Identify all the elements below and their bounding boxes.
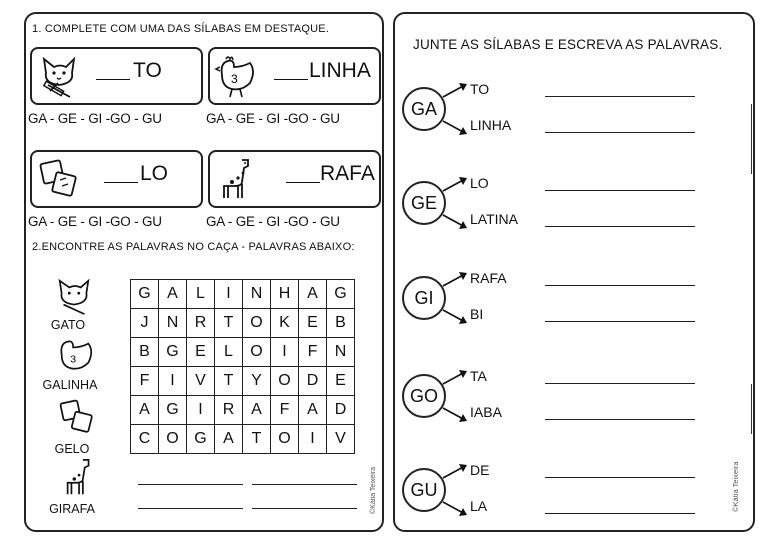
grid-cell[interactable]: I <box>187 396 215 425</box>
grid-cell[interactable]: L <box>187 280 215 309</box>
word-ending: DE <box>470 462 490 478</box>
grid-cell[interactable]: B <box>327 309 355 338</box>
grid-cell[interactable]: C <box>131 425 159 454</box>
word-ending: LINHA <box>470 117 512 133</box>
word-label: GELO <box>54 442 90 456</box>
ice-cubes-icon <box>56 398 100 438</box>
hen-icon <box>214 53 260 99</box>
grid-row <box>131 367 355 396</box>
grid-cell[interactable]: A <box>131 396 159 425</box>
syllable-group <box>395 266 755 346</box>
syllable-circle: GI <box>402 276 446 320</box>
ice-cubes-icon <box>36 156 82 202</box>
syllable-circle: GU <box>402 468 446 512</box>
answer-line[interactable] <box>252 484 357 485</box>
grid-cell[interactable]: V <box>187 367 215 396</box>
answer-line[interactable] <box>545 477 695 478</box>
answer-line[interactable] <box>545 419 695 420</box>
syllable-group <box>395 171 755 251</box>
grid-cell[interactable]: D <box>327 396 355 425</box>
right-worksheet-page <box>393 12 755 532</box>
grid-cell[interactable]: E <box>299 309 327 338</box>
grid-cell[interactable]: N <box>159 309 187 338</box>
word-ending: TA <box>470 368 487 384</box>
answer-line[interactable] <box>138 508 243 509</box>
grid-cell[interactable]: F <box>299 338 327 367</box>
word-suffix: RAFA <box>320 162 375 185</box>
word-label: GALINHA <box>42 378 98 392</box>
cat-icon <box>52 276 96 316</box>
grid-row <box>131 425 355 454</box>
grid-cell[interactable]: D <box>299 367 327 396</box>
grid-cell[interactable]: V <box>327 425 355 454</box>
grid-cell[interactable]: O <box>271 367 299 396</box>
cat-icon <box>36 53 82 99</box>
grid-cell[interactable]: Y <box>243 367 271 396</box>
grid-cell[interactable]: N <box>243 280 271 309</box>
answer-line[interactable] <box>545 132 695 133</box>
syllable-circle: GO <box>402 374 446 418</box>
grid-cell[interactable]: R <box>187 309 215 338</box>
answer-line[interactable] <box>545 285 695 286</box>
answer-line[interactable] <box>545 383 695 384</box>
answer-blank[interactable] <box>96 79 130 80</box>
grid-cell[interactable]: A <box>299 280 327 309</box>
branch-arrows <box>395 77 475 157</box>
grid-cell[interactable]: G <box>327 280 355 309</box>
grid-cell[interactable]: O <box>159 425 187 454</box>
giraffe-icon <box>58 458 102 498</box>
grid-cell[interactable]: I <box>271 338 299 367</box>
author-credit: ©Kátia Teixeira <box>370 466 377 514</box>
grid-cell[interactable]: T <box>215 367 243 396</box>
grid-cell[interactable]: B <box>131 338 159 367</box>
grid-cell[interactable]: E <box>187 338 215 367</box>
left-worksheet-page <box>24 12 384 532</box>
word-ending: RAFA <box>470 270 507 286</box>
syllable-circle: GE <box>402 181 446 225</box>
syllable-circle: GA <box>402 87 446 131</box>
margin-line <box>751 384 752 434</box>
giraffe-icon <box>214 156 260 202</box>
instruction-join-syllables: JUNTE AS SÍLABAS E ESCREVA AS PALAVRAS. <box>413 37 723 52</box>
grid-cell[interactable]: A <box>299 396 327 425</box>
answer-line[interactable] <box>545 96 695 97</box>
word-search-grid <box>130 279 355 454</box>
word-ending: LA <box>470 498 488 514</box>
answer-line[interactable] <box>545 190 695 191</box>
word-suffix: TO <box>133 59 162 82</box>
answer-blank[interactable] <box>286 182 320 183</box>
word-ending: IABA <box>470 404 502 420</box>
grid-cell[interactable]: I <box>299 425 327 454</box>
instruction-word-search: 2.ENCONTRE AS PALAVRAS NO CAÇA - PALAVRAS ABAIXO: <box>32 241 355 253</box>
grid-cell[interactable]: G <box>187 425 215 454</box>
grid-cell[interactable]: N <box>327 338 355 367</box>
grid-cell[interactable]: O <box>271 425 299 454</box>
svg-text:3: 3 <box>231 72 238 86</box>
grid-row <box>131 396 355 425</box>
grid-cell[interactable]: O <box>243 309 271 338</box>
grid-cell[interactable]: G <box>131 280 159 309</box>
grid-cell[interactable]: E <box>327 367 355 396</box>
grid-cell[interactable]: R <box>215 396 243 425</box>
author-credit: ©Kátia Teixeira <box>731 461 740 512</box>
grid-cell[interactable]: A <box>215 425 243 454</box>
grid-row <box>131 309 355 338</box>
grid-cell[interactable]: T <box>243 425 271 454</box>
answer-blank[interactable] <box>104 182 138 183</box>
exercise-card-galinha <box>208 47 381 132</box>
grid-cell[interactable]: O <box>243 338 271 367</box>
word-ending: BI <box>470 306 484 322</box>
branch-arrows <box>395 458 475 538</box>
grid-cell[interactable]: K <box>271 309 299 338</box>
word-ending: LATINA <box>470 211 518 227</box>
syllable-options: GA - GE - GI -GO - GU <box>206 214 340 229</box>
grid-cell[interactable]: H <box>271 280 299 309</box>
word-ending: TO <box>470 81 490 97</box>
answer-line[interactable] <box>138 484 243 485</box>
grid-cell[interactable]: T <box>215 309 243 338</box>
word-suffix: LO <box>140 162 169 185</box>
instruction-complete-syllables: 1. COMPLETE COM UMA DAS SÍLABAS EM DESTAQUE. <box>32 23 330 35</box>
grid-cell[interactable]: A <box>159 280 187 309</box>
word-label: GIRAFA <box>49 502 95 516</box>
grid-cell[interactable]: I <box>215 280 243 309</box>
hen-icon <box>54 336 98 376</box>
grid-cell[interactable]: I <box>159 367 187 396</box>
answer-line[interactable] <box>545 513 695 514</box>
exercise-card-girafa <box>208 150 381 235</box>
syllable-options: GA - GE - GI -GO - GU <box>28 214 162 229</box>
exercise-card-gelo <box>30 150 203 235</box>
word-ending: LO <box>470 175 489 191</box>
grid-cell[interactable]: A <box>243 396 271 425</box>
grid-cell[interactable]: G <box>159 396 187 425</box>
grid-cell[interactable]: F <box>131 367 159 396</box>
exercise-card-gato <box>30 47 203 132</box>
branch-arrows <box>395 266 475 346</box>
branch-arrows <box>395 364 475 444</box>
syllable-group <box>395 364 755 444</box>
answer-line[interactable] <box>252 508 357 509</box>
grid-cell[interactable]: F <box>271 396 299 425</box>
grid-row <box>131 338 355 367</box>
grid-cell[interactable]: G <box>159 338 187 367</box>
syllable-options: GA - GE - GI -GO - GU <box>206 111 340 126</box>
branch-arrows <box>395 171 475 251</box>
grid-row <box>131 280 355 309</box>
word-label: GATO <box>50 318 86 332</box>
margin-line <box>751 104 752 174</box>
word-suffix: LINHA <box>309 59 371 82</box>
answer-line[interactable] <box>545 321 695 322</box>
grid-cell[interactable]: L <box>215 338 243 367</box>
answer-blank[interactable] <box>274 79 308 80</box>
syllable-options: GA - GE - GI -GO - GU <box>28 111 162 126</box>
syllable-group <box>395 458 755 538</box>
answer-line[interactable] <box>545 226 695 227</box>
svg-text:3: 3 <box>70 354 77 366</box>
syllable-group <box>395 77 755 157</box>
grid-cell[interactable]: J <box>131 309 159 338</box>
